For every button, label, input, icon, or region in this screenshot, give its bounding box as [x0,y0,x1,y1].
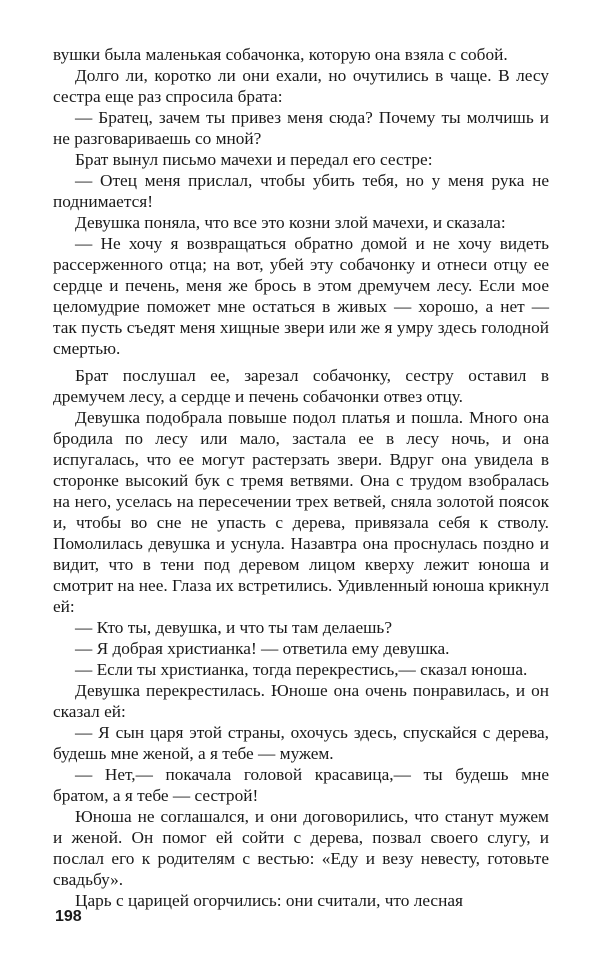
paragraph-1: вушки была маленькая собачонка, которую она взяла с собой. [53,45,508,64]
paragraph-16: Юноша не соглашался, и они договорились, что станут мужем и женой. Он помог ей сойти с дерева, позвал своего слугу, и послал его к родителям с вестью: «Еду и везу невесту, готовьте свадьбу». [53,807,549,889]
page-number: 198 [55,908,82,925]
paragraph-10: — Кто ты, девушка, и что ты там делаешь? [75,618,392,637]
paragraph-3: — Братец, зачем ты привез меня сюда? Почему ты молчишь и не разговариваешь со мной? [53,108,549,148]
paragraph-11: — Я добрая христианка! — ответила ему девушка. [75,639,450,658]
paragraph-5: — Отец меня прислал, чтобы убить тебя, но у меня рука не поднимается! [53,171,549,211]
paragraph-12: — Если ты христианка, тогда перекрестись,— сказал юноша. [75,660,528,679]
paragraph-14: — Я сын царя этой страны, охочусь здесь, спускайся с дерева, будешь мне женой, а я тебе — мужем. [53,723,549,763]
paragraph-2: Долго ли, коротко ли они ехали, но очутились в чаще. В лесу сестра еще раз спросила брата: [53,66,549,106]
paragraph-17: Царь с царицей огорчились: они считали, что лесная [75,891,463,910]
paragraph-15: — Нет,— покачала головой красавица,— ты будешь мне братом, а я тебе — сестрой! [53,765,549,805]
paragraph-13: Девушка перекрестилась. Юноше она очень понравилась, и он сказал ей: [53,681,549,721]
paragraph-4: Брат вынул письмо мачехи и передал его сестре: [75,150,433,169]
page-text [53,44,549,911]
paragraph-7: — Не хочу я возвращаться обратно домой и не хочу видеть рассерженного отца; на вот, убей эту собачонку и отнеси отцу ее сердце и печень, меня же брось в этом дремучем лесу. Если мое целомудрие поможет мне остаться в живых — хорошо, а нет — так пусть съедят меня хищные звери или же я умру здесь голодной смертью. [53,234,549,358]
paragraph-9: Девушка подобрала повыше подол платья и пошла. Много она бродила по лесу или мало, застала ее в лесу ночь, и она испугалась, что ее могут растерзать звери. Вдруг она увидела в сторонке высокий бук с тремя ветвями. Она с трудом взобралась на него, уселась на пересечении трех ветвей, сняла золотой поясок и, чтобы во сне не упасть с дерева, привязала себя к стволу. Помолилась девушка и уснула. Назавтра она проснулась поздно и видит, что в тени под деревом лицом кверху лежит юноша и смотрит на нее. Глаза их встретились. Удивленный юноша крикнул ей: [53,408,549,616]
paragraph-6: Девушка поняла, что все это козни злой мачехи, и сказала: [75,213,506,232]
paragraph-8: Брат послушал ее, зарезал собачонку, сестру оставил в дремучем лесу, а сердце и печень собачонки отвез отцу. [53,366,549,406]
